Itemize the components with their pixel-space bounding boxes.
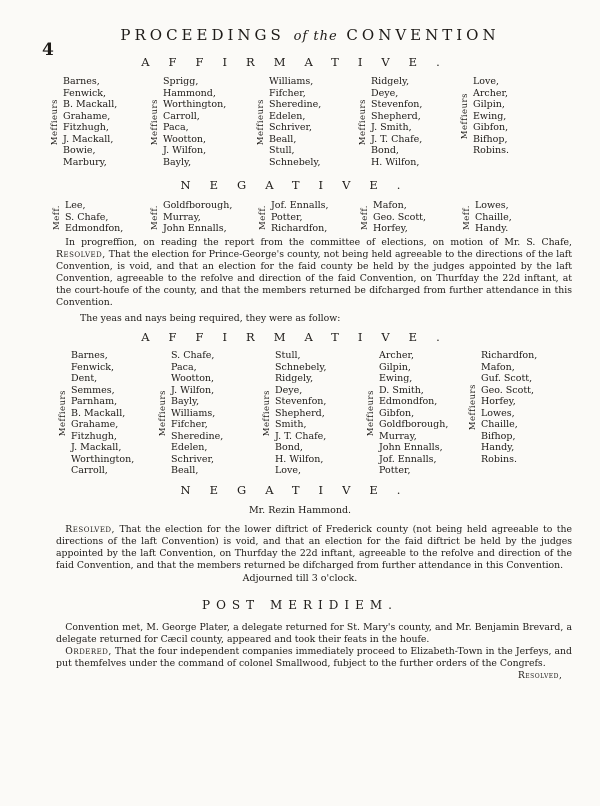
- column-prefix: Meffieurs: [468, 384, 478, 431]
- para4-body: That the four independent companies immediately proceed to Elizabeth-Town in the Jerfeys, and put themfelves under the command of colonel Smallwood, fubject to the further orders of the Congrefs.: [56, 646, 572, 669]
- name-list: [271, 200, 329, 235]
- name-list: [481, 350, 537, 465]
- column-prefix: Meffieurs: [256, 98, 266, 146]
- name-list: [63, 76, 117, 168]
- member-name: Smith,: [275, 419, 307, 430]
- column-prefix: Meff.: [52, 204, 62, 230]
- member-name: Jof. Ennalls,: [379, 453, 437, 465]
- member-name: Handy.: [475, 223, 509, 234]
- member-name: Geo. Scott,: [481, 384, 535, 396]
- member-name: Fitzhugh,: [63, 122, 109, 133]
- member-name: Gibfon,: [473, 122, 509, 133]
- member-name: J. Mackall,: [63, 133, 114, 145]
- member-name: H. Wilfon,: [371, 156, 420, 168]
- column-prefix: Meffieurs: [460, 93, 470, 140]
- member-name: Stevenfon,: [371, 99, 423, 110]
- member-name: Richardfon,: [271, 223, 328, 234]
- member-name: Bayly,: [163, 156, 192, 168]
- member-name: Archer,: [379, 350, 414, 361]
- member-name: Murray,: [379, 430, 417, 442]
- member-name: B. Mackall,: [63, 99, 118, 110]
- title-of: of the: [293, 29, 338, 44]
- member-name: Carroll,: [163, 110, 200, 122]
- member-name: Sprigg,: [163, 76, 199, 87]
- member-name: Ewing,: [379, 373, 413, 384]
- member-name: J. Smith,: [371, 122, 412, 133]
- column-prefix: Meff.: [258, 204, 268, 230]
- member-name: Carroll,: [71, 465, 108, 476]
- catchword: Resolved,: [518, 671, 563, 681]
- vote2-negative-name: Mr. Rezin Hammond.: [248, 505, 352, 516]
- name-column: [360, 200, 426, 235]
- member-name: Fitzhugh,: [71, 430, 117, 442]
- member-name: Wootton,: [163, 133, 207, 145]
- member-name: Goldfborough,: [163, 200, 233, 211]
- member-name: J. Wilfon,: [171, 384, 215, 396]
- name-column: [58, 350, 134, 477]
- member-name: Chaille,: [481, 419, 518, 430]
- member-name: Worthington,: [163, 99, 227, 110]
- member-name: Gilpin,: [379, 361, 411, 373]
- member-name: Barnes,: [71, 350, 108, 361]
- name-list: [71, 350, 134, 477]
- title-main: PROCEEDINGS: [120, 26, 285, 44]
- adjourned-line: Adjourned till 3 o'clock.: [242, 573, 358, 584]
- name-list: [379, 350, 448, 477]
- member-name: Edelen,: [269, 110, 306, 122]
- column-prefix: Meffieurs: [150, 98, 160, 146]
- para4-ordered: Ordered,: [65, 646, 112, 657]
- member-name: Bond,: [275, 442, 303, 453]
- member-name: Bayly,: [171, 396, 200, 407]
- member-name: Love,: [473, 76, 500, 87]
- member-name: Gilpin,: [473, 99, 505, 110]
- member-name: Stevenfon,: [275, 396, 327, 407]
- member-name: J. Wilfon,: [163, 145, 207, 156]
- para2-body: That the election for the lower diftrict of Frederick county (not being held agreeable to the directions of the laft Convention) is void, and that an election for the faid diftrict be held by the judges appointed by the laft Convention, on Thurfday the 22d inftant, agreeable to the refolve and direction of the faid Convention, and that the members returned be difcharged from further attendance in this Convention.: [56, 524, 572, 571]
- column-prefix: Meff.: [150, 204, 160, 230]
- member-name: Fenwick,: [63, 87, 107, 99]
- column-prefix: Meff.: [360, 204, 370, 230]
- member-name: Edmondfon,: [379, 396, 438, 407]
- column-prefix: Meff.: [462, 204, 472, 230]
- member-name: Deye,: [371, 87, 399, 99]
- name-list: [371, 76, 422, 168]
- vote2-negative-heading: NEGATIVE.: [180, 483, 420, 497]
- page-number: 4: [42, 40, 54, 60]
- member-name: Lowes,: [475, 200, 509, 211]
- member-name: Potter,: [271, 211, 303, 223]
- member-name: D. Smith,: [379, 384, 424, 396]
- paragraph-convention-met: [56, 622, 572, 646]
- member-name: J. Mackall,: [71, 442, 122, 453]
- member-name: Paca,: [171, 361, 197, 373]
- name-column: [468, 350, 537, 465]
- member-name: Shepherd,: [371, 110, 421, 122]
- para2-resolved: Resolved,: [65, 524, 115, 535]
- member-name: Williams,: [171, 407, 216, 419]
- column-prefix: Meffieurs: [358, 98, 368, 146]
- member-name: Hammond,: [163, 87, 216, 99]
- name-list: [65, 200, 123, 235]
- member-name: Ridgely,: [275, 373, 314, 384]
- member-name: Robins.: [481, 453, 518, 465]
- member-name: John Ennalls,: [379, 442, 443, 453]
- column-prefix: Meffieurs: [58, 390, 68, 437]
- member-name: Shepherd,: [275, 407, 325, 419]
- member-name: Beall,: [171, 465, 199, 476]
- member-name: Horfey,: [481, 396, 516, 407]
- name-list: [163, 76, 226, 168]
- column-prefix: Meffieurs: [262, 390, 272, 437]
- column-prefix: Meffieurs: [50, 98, 60, 146]
- name-list: [373, 200, 426, 235]
- member-name: S. Chafe,: [65, 211, 109, 223]
- para1-lead: In progreffion, on reading the report from the committee of elections, on motion of Mr. S. Chafe,: [65, 237, 572, 248]
- member-name: Mafon,: [481, 361, 515, 373]
- member-name: Horfey,: [373, 223, 408, 234]
- member-name: Mafon,: [373, 200, 407, 211]
- member-name: Dent,: [71, 373, 98, 384]
- name-column: [158, 350, 223, 477]
- member-name: Lowes,: [481, 407, 515, 419]
- name-column: [256, 76, 321, 168]
- column-prefix: Meffieurs: [158, 390, 168, 437]
- member-name: Handy,: [481, 442, 515, 453]
- member-name: Chaille,: [475, 211, 512, 223]
- name-column: [358, 76, 422, 168]
- member-name: Worthington,: [71, 453, 135, 465]
- member-name: Grahame,: [71, 419, 119, 430]
- member-name: Sheredine,: [171, 430, 224, 442]
- name-column: [366, 350, 448, 477]
- paragraph-elections-frederick: [56, 524, 572, 572]
- member-name: Bowie,: [63, 145, 96, 156]
- member-name: Marbury,: [63, 156, 107, 168]
- vote1-affirmative-heading: AFFIRMATIVE.: [141, 55, 459, 69]
- member-name: Schnebely,: [269, 156, 321, 168]
- name-list: [171, 350, 223, 477]
- member-name: Edmondfon,: [65, 223, 124, 234]
- member-name: Stull,: [275, 350, 301, 361]
- name-list: [275, 350, 327, 477]
- member-name: Love,: [275, 465, 302, 476]
- member-name: B. Mackall,: [71, 407, 126, 419]
- member-name: Sheredine,: [269, 99, 322, 110]
- member-name: Schnebely,: [275, 361, 327, 373]
- member-name: Parnham,: [71, 396, 118, 407]
- name-list: [475, 200, 512, 235]
- member-name: Stull,: [269, 145, 295, 156]
- member-name: Fenwick,: [71, 361, 115, 373]
- member-name: S. Chafe,: [171, 350, 215, 361]
- yeas-nays-line: The yeas and nays being required, they were as follow:: [80, 313, 341, 324]
- member-name: Geo. Scott,: [373, 211, 427, 223]
- name-column: [52, 200, 123, 235]
- member-name: Williams,: [269, 76, 314, 87]
- member-name: Lee,: [65, 200, 86, 211]
- member-name: Bifhop,: [473, 133, 508, 145]
- member-name: Guf. Scott,: [481, 373, 533, 384]
- name-list: [473, 76, 509, 157]
- name-column: [462, 200, 512, 235]
- vote2-affirmative-heading: AFFIRMATIVE.: [141, 330, 459, 344]
- member-name: Bifhop,: [481, 430, 516, 442]
- member-name: Fifcher,: [171, 419, 208, 430]
- member-name: Paca,: [163, 122, 189, 133]
- member-name: Jof. Ennalls,: [271, 200, 329, 211]
- member-name: Fifcher,: [269, 87, 306, 99]
- paragraph-elections-prince-georges: [56, 237, 572, 309]
- vote1-negative-heading: NEGATIVE.: [180, 178, 420, 192]
- member-name: Deye,: [275, 384, 303, 396]
- member-name: H. Wilfon,: [275, 453, 324, 465]
- paragraph-ordered: [56, 646, 572, 670]
- member-name: Robins.: [473, 145, 510, 156]
- member-name: Grahame,: [63, 110, 111, 122]
- name-column: [258, 200, 329, 235]
- name-column: [262, 350, 327, 477]
- member-name: Ridgely,: [371, 76, 410, 87]
- member-name: Schriver,: [171, 453, 215, 465]
- name-column: [460, 76, 509, 157]
- member-name: Edelen,: [171, 442, 208, 453]
- para1-resolved: Resolved,: [56, 249, 106, 260]
- member-name: Potter,: [379, 465, 411, 476]
- member-name: Barnes,: [63, 76, 100, 87]
- member-name: J. T. Chafe,: [371, 133, 423, 145]
- member-name: Archer,: [473, 87, 508, 99]
- name-column: [50, 76, 117, 168]
- post-meridiem-heading: POST MERIDIEM.: [202, 598, 398, 612]
- member-name: Murray,: [163, 211, 201, 223]
- para3-text: Convention met, M. George Plater, a delegate returned for St. Mary's county, and Mr. Benjamin Brevard, a delegate returned for Cæcil county, appeared and took their feats in the houfe.: [56, 622, 572, 645]
- member-name: Bond,: [371, 145, 399, 156]
- member-name: Wootton,: [171, 373, 215, 384]
- column-prefix: Meffieurs: [366, 390, 376, 437]
- title-rest: CONVENTION: [346, 26, 500, 44]
- name-column: [150, 200, 232, 235]
- name-list: [269, 76, 321, 168]
- member-name: Schriver,: [269, 122, 313, 133]
- member-name: Semmes,: [71, 384, 115, 396]
- member-name: Gibfon,: [379, 407, 415, 419]
- page-title: [100, 26, 520, 44]
- member-name: Ewing,: [473, 110, 507, 122]
- name-list: [163, 200, 232, 235]
- member-name: John Ennalls,: [163, 223, 227, 234]
- member-name: Richardfon,: [481, 350, 538, 361]
- name-column: [150, 76, 226, 168]
- member-name: Goldfborough,: [379, 419, 449, 430]
- member-name: Beall,: [269, 133, 297, 145]
- member-name: J. T. Chafe,: [275, 430, 327, 442]
- para1-body: That the election for Prince-George's county, not being held agreeable to the directions of the laft Convention, is void, and that an election for the faid county be held by the judges appointed by the laft Convention, agreeable to the refolve and direction of the faid Convention, on Thurfday the 22d inftant, at the court-houfe of the county, and that the members returned be difcharged from further attendance in this Convention.: [56, 249, 572, 308]
